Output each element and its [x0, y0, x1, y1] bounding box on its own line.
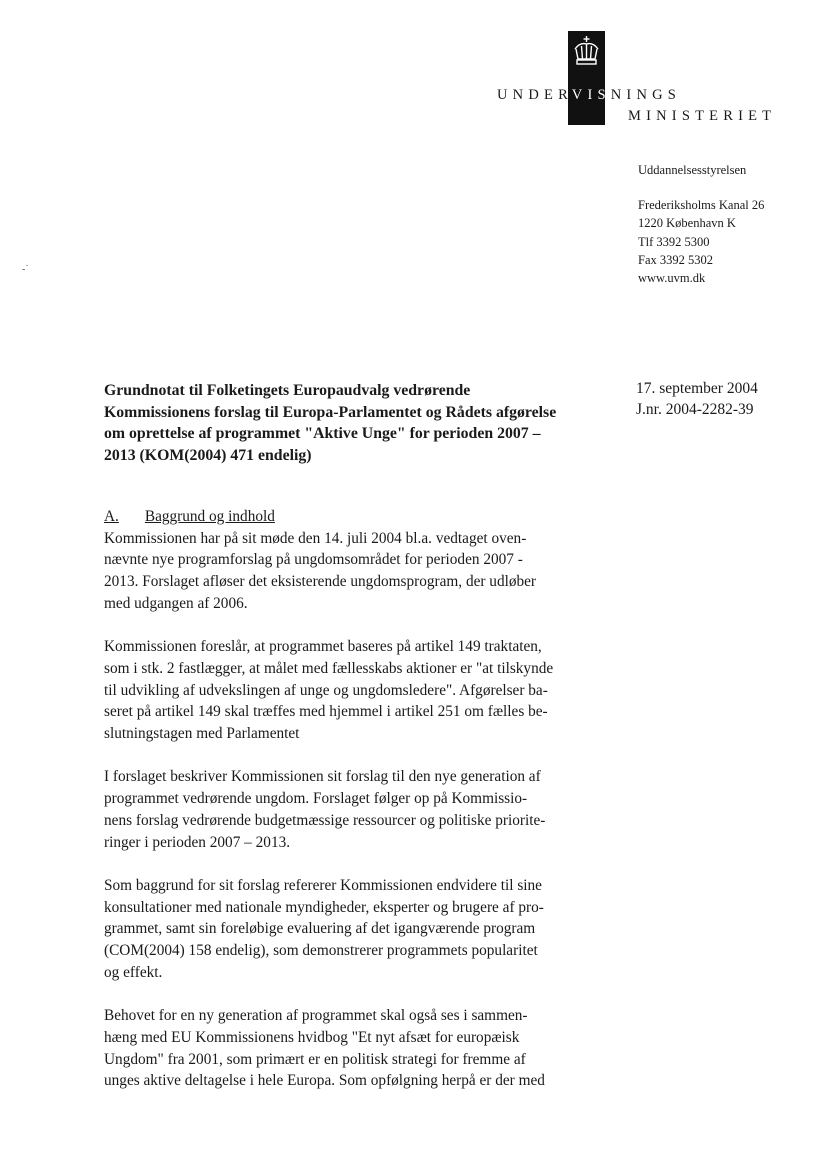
- paragraph-2: Kommissionen foreslår, at programmet baseres på artikel 149 traktaten, som i stk. 2 fastlægger, at målet med fællesskabs aktioner er "at tilskynde til udvikling af udvekslingen af unge og ungdomsledere". Afgørelser ba- seret på artikel 149 skal træffes med hjemmel i artikel 251 om fælles be- slutningstagen med Parlamentet: [104, 638, 554, 743]
- section-heading-text: Baggrund og indhold: [144, 508, 275, 525]
- address-fax: Fax 3392 5302: [638, 252, 713, 267]
- sender-address: [638, 161, 764, 287]
- address-web: www.uvm.dk: [638, 271, 706, 286]
- address-phone: Tlf 3392 5300: [638, 234, 710, 249]
- logo-wordmark-line1: [497, 87, 681, 104]
- document-body: [104, 506, 576, 1114]
- scan-artifact: ‐˙: [22, 264, 29, 275]
- paragraph-4: Som baggrund for sit forslag refererer Kommissionen endvidere til sine konsultationer med nationale myndigheder, eksperter og brugere af pro- grammet, samt sin foreløbige evaluering af det igangværende program (COM(2004) 158 endelig), som demonstrerer programmets popularitet og effekt.: [104, 876, 544, 981]
- paragraph-1: Kommissionen har på sit møde den 14. juli 2004 bl.a. vedtaget oven- nævnte nye programforslag på ungdomsområdet for perioden 2007 - 2013. Forslaget afløser det eksisterende ungdomsprogram, der udløber med udgangen af 2006.: [104, 529, 537, 612]
- paragraph-5: Behovet for en ny generation af programmet skal også ses i sammen- hæng med EU Kommissionens hvidbog "Et nyt afsæt for europæisk Ungdom" fra 2001, som primært er en politisk strategi for fremme af unges aktive deltagelse i hele Europa. Som opfølgning herpå er der med: [104, 1007, 545, 1090]
- agency-name: Uddannelsesstyrelsen: [638, 163, 747, 177]
- document-date: 17. september 2004: [636, 380, 758, 397]
- address-city: 1220 København K: [638, 216, 736, 231]
- paragraph-3: I forslaget beskriver Kommissionen sit forslag til den nye generation af programmet vedrørende ungdom. Forslaget følger op på Kommissio- nens forslag vedrørende budgetmæssige ressourcer og politiske priorite- ringer i perioden 2007 – 2013.: [104, 768, 546, 851]
- crown-icon: [572, 35, 601, 69]
- journal-number: J.nr. 2004-2282-39: [636, 401, 754, 418]
- ministry-logo-block: [568, 31, 605, 125]
- logo-wordmark-line2: MINISTERIET: [628, 108, 777, 124]
- document-meta: [636, 378, 758, 420]
- logo-text-left: UNDER: [497, 87, 572, 103]
- logo-text-right: NINGS: [610, 87, 682, 103]
- document-title: Grundnotat til Folketingets Europaudvalg vedrørende Kommissionens forslag til Europa-Parlamentet og Rådets afgørelse om oprettelse af programmet "Aktive Unge" for perioden 2007 – 2013 (KOM(2004) 471 endelig): [104, 382, 557, 464]
- address-street: Frederiksholms Kanal 26: [638, 198, 765, 213]
- section-heading: [104, 506, 576, 528]
- logo-text-inverted: VIS: [571, 87, 611, 103]
- section-letter: A.: [104, 508, 119, 525]
